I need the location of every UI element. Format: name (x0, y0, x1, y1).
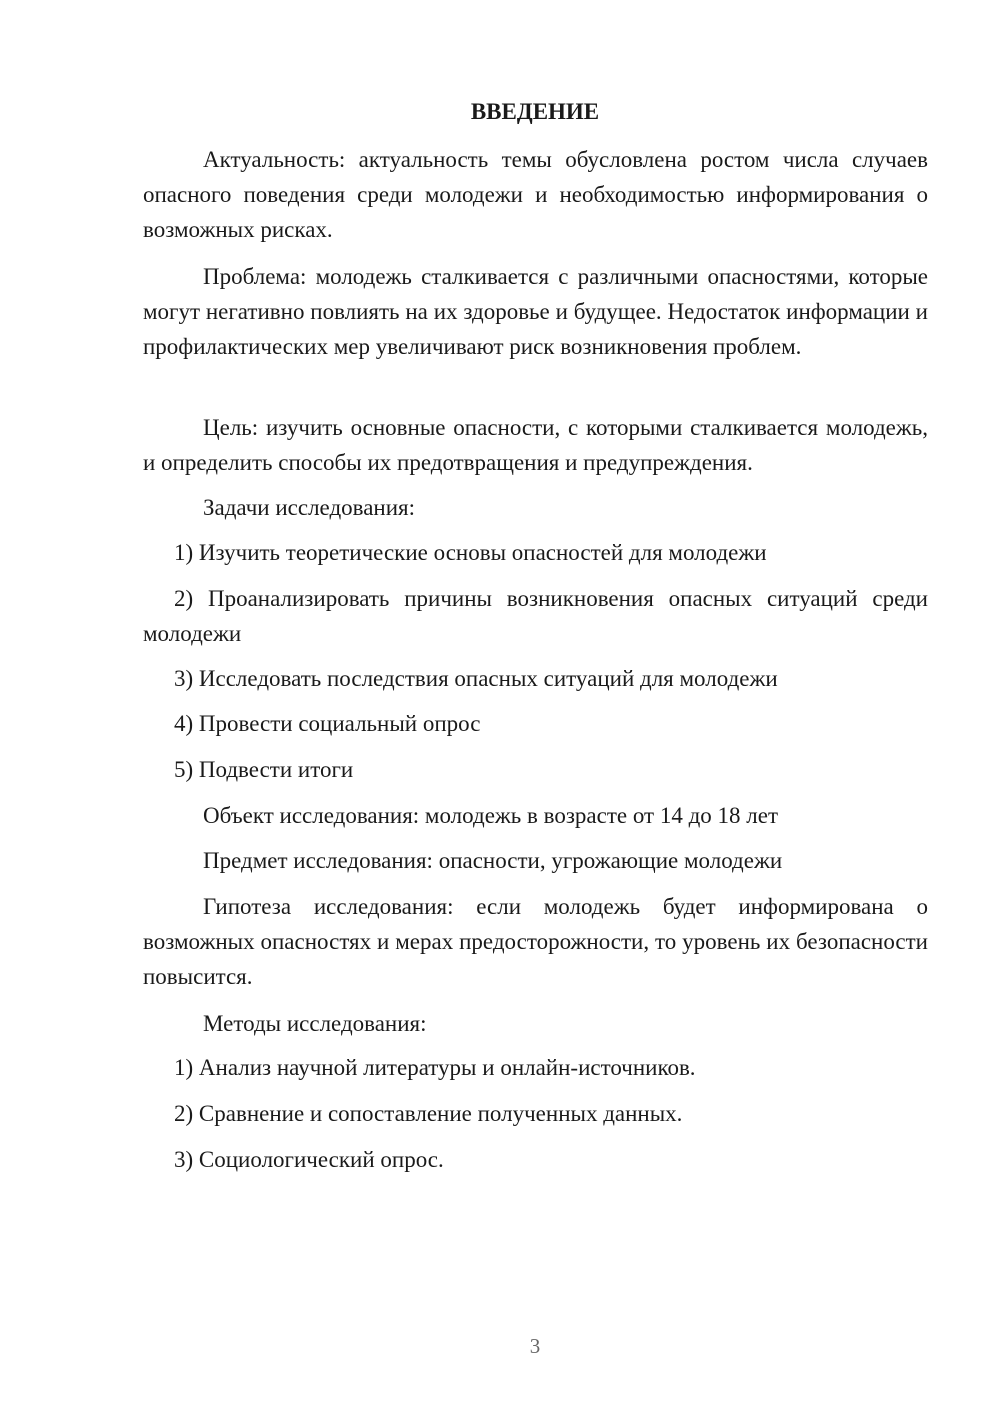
task-item: 5) Подвести итоги (174, 757, 354, 782)
method-item: 2) Сравнение и сопоставление полученных данных. (174, 1101, 683, 1126)
paragraph-object: Объект исследования: молодежь в возрасте от 14 до 18 лет (203, 803, 779, 828)
method-item: 3) Социологический опрос. (174, 1147, 444, 1172)
page-title: ВВЕДЕНИЕ (470, 99, 600, 124)
task-item: 4) Провести социальный опрос (174, 711, 481, 736)
paragraph-subject: Предмет исследования: опасности, угрожающие молодежи (203, 848, 783, 873)
paragraph-goal: Цель: изучить основные опасности, с которыми сталкивается молодежь, и определить способы их предотвращения и предупреждения. (143, 415, 928, 475)
method-item: 1) Анализ научной литературы и онлайн-источников. (174, 1055, 696, 1080)
paragraph-hypothesis: Гипотеза исследования: если молодежь будет информирована о возможных опасностях и мерах предосторожности, то уровень их безопасности повысится. (143, 894, 928, 989)
task-item: 2) Проанализировать причины возникновения опасных ситуаций среди молодежи (143, 586, 928, 646)
page-number: 3 (529, 1334, 541, 1358)
paragraph-relevance: Актуальность: актуальность темы обусловлена ростом числа случаев опасного поведения среди молодежи и необходимостью информирования о возможных рисках. (143, 147, 928, 242)
tasks-heading: Задачи исследования: (203, 495, 416, 520)
methods-heading: Методы исследования: (203, 1011, 427, 1036)
paragraph-problem: Проблема: молодежь сталкивается с различными опасностями, которые могут негативно повлиять на их здоровье и будущее. Недостаток информации и профилактических мер увеличивают риск возникновения проблем. (143, 264, 928, 359)
task-item: 3) Исследовать последствия опасных ситуаций для молодежи (174, 666, 778, 691)
task-item: 1) Изучить теоретические основы опасностей для молодежи (174, 540, 767, 565)
